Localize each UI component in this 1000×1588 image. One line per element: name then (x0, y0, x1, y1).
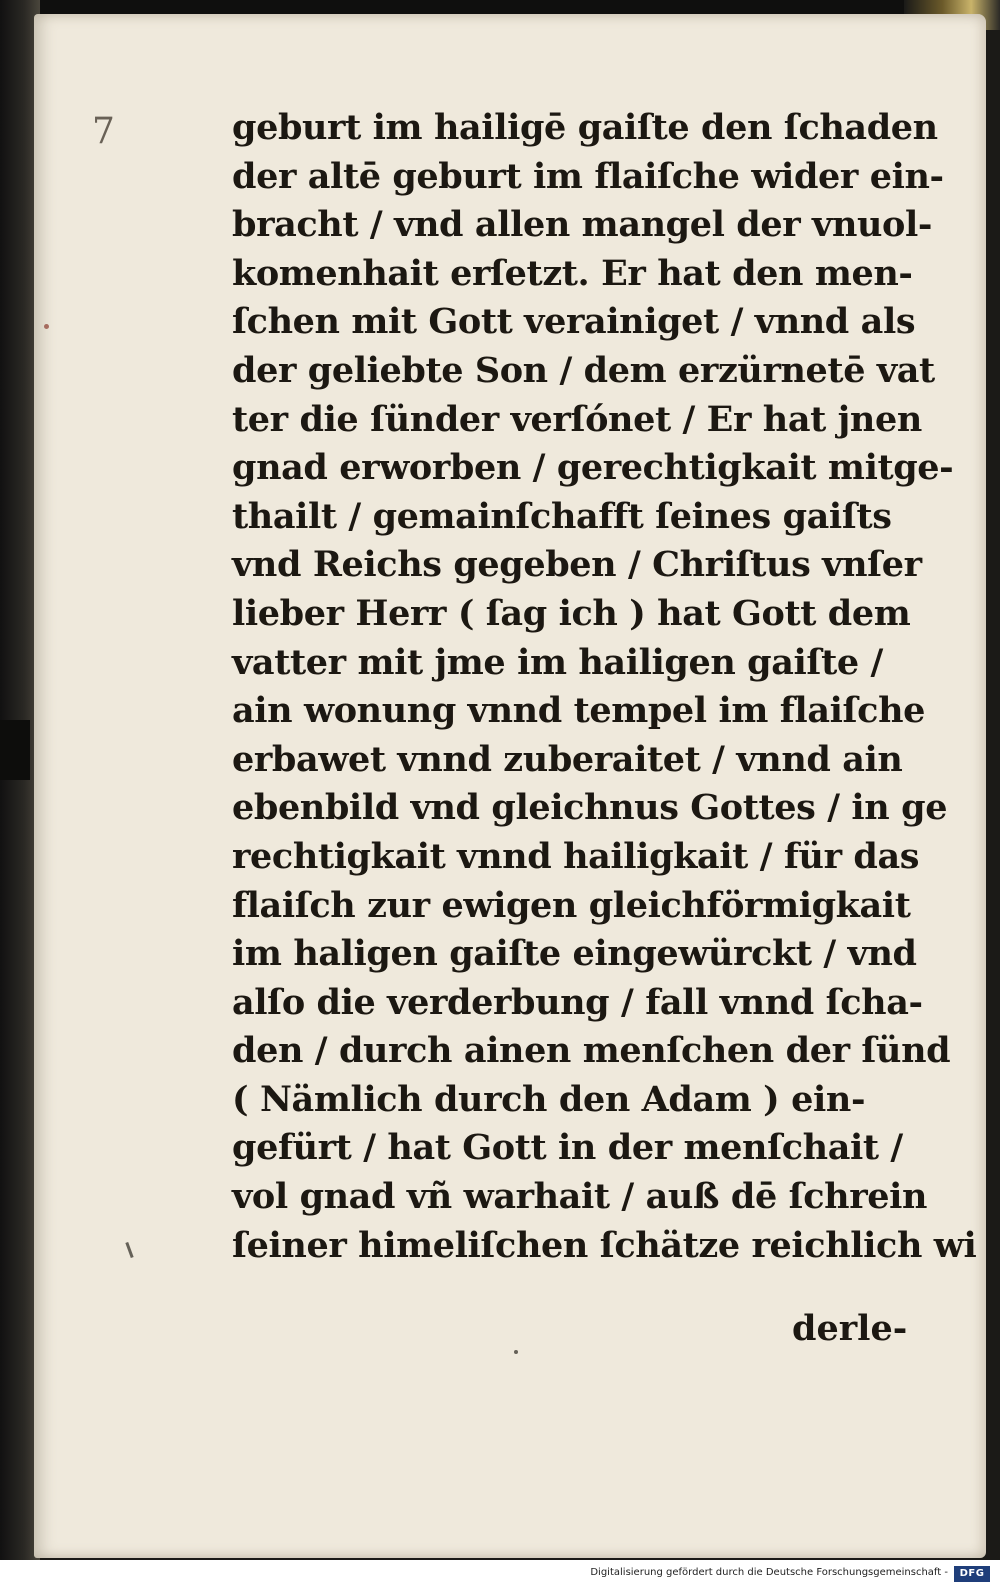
text-line: bracht / vnd allen mangel der vnuol- (232, 204, 933, 246)
text-line: im haligen gaiſte eingewürckt / vnd (232, 933, 917, 975)
text-line: ( Nämlich durch den Adam ) ein- (232, 1078, 866, 1120)
text-line: ſeiner himeliſchen ſchätze reichlich wi (232, 1224, 977, 1266)
text-line: den / durch ainen menſchen der ſünd (232, 1030, 951, 1072)
text-line: komenhait erſetzt. Er hat den men- (232, 252, 913, 294)
text-line: geburt im hailigē gaiſte den ſchaden (232, 107, 938, 148)
text-line: ſchen mit Gott verainiget / vnnd als (232, 301, 916, 343)
dfg-logo: DFG (954, 1566, 990, 1582)
text-line: flaiſch zur ewigen gleichförmigkait (232, 884, 911, 926)
text-line: thailt / gemainſchafft ſeines gaiſts (232, 495, 892, 537)
ink-spot (44, 324, 49, 329)
digitization-footer (0, 1560, 1000, 1588)
paper-speck (125, 1242, 133, 1258)
text-line: vol gnad vñ warhait / auß dē ſchrein (232, 1176, 928, 1218)
text-line: ter die ſünder verſónet / Er hat jnen (232, 398, 922, 440)
text-line: vatter mit jme im hailigen gaiſte / (232, 641, 883, 683)
ink-dot (514, 1350, 518, 1354)
text-line: erbawet vnnd zuberaitet / vnnd ain (232, 738, 903, 780)
text-line: der geliebte Son / dem erzürnetē vat (232, 349, 935, 391)
funding-credit: Digitalisierung gefördert durch die Deutsche Forschungsgemeinschaft - (590, 1567, 948, 1578)
gutter-ink-mark: 7 (92, 111, 115, 152)
text-line: rechtigkait vnnd hailigkait / für das (232, 835, 920, 877)
text-line: alſo die verderbung / fall vnnd ſcha- (232, 981, 923, 1023)
text-line: gnad erworben / gerechtigkait mitge- (232, 447, 954, 489)
text-line: gefürt / hat Gott in der menſchait / (232, 1127, 903, 1169)
binding-shadow (0, 720, 30, 780)
text-line: lieber Herr ( ſag ich ) hat Gott dem (232, 592, 911, 634)
text-line: vnd Reichs gegeben / Chriſtus vnſer (232, 544, 922, 586)
page-text-block (232, 104, 977, 1270)
text-line: der altē geburt im flaiſche wider ein- (232, 155, 944, 197)
text-line: ebenbild vnd gleichnus Gottes / in ge (232, 787, 948, 829)
text-line: ain wonung vnnd tempel im flaiſche (232, 690, 925, 732)
catchword: derle- (792, 1308, 908, 1349)
